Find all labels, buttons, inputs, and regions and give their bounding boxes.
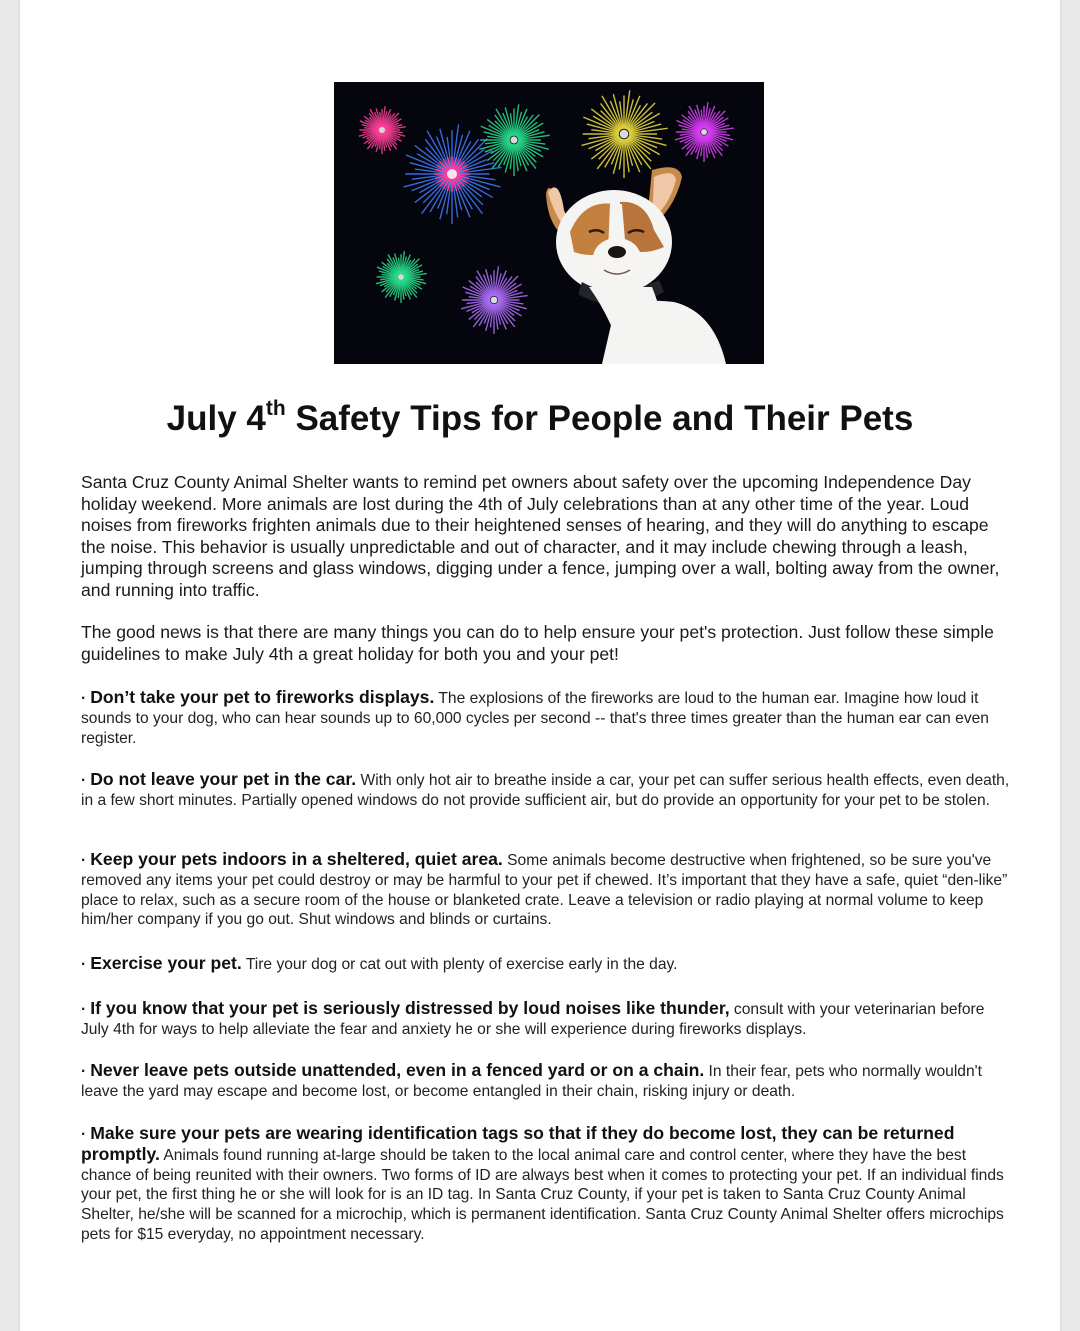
intro-paragraph: Santa Cruz County Animal Shelter wants to remind pet owners about safety over the upcoming Independence Day holiday weekend. More animals are lost during the 4th of July celebrations than at any other time of the year. Loud noises from fireworks frighten animals due to their heightened senses of hearing, and they will do anything to escape the noise. This behavior is usually unpredictable and out of character, and it may include chewing through a leash, jumping through screens and glass windows, digging under a fence, jumping over a wall, bolting away from the owner, and running into traffic. [81,472,1000,600]
document-page [20,0,1060,1331]
hero-image [334,82,764,364]
tip-heading: Never leave pets outside unattended, even in a fenced yard or on a chain. [90,1060,705,1080]
tip-item [81,770,1011,811]
tip-item [81,688,1011,748]
bullet-icon: · [81,772,87,789]
bullet-icon: · [81,956,87,973]
tip-heading: Make sure your pets are wearing identification tags so that if they do become lost, they can be returned promptly. [81,1123,955,1164]
tip-item [81,850,1011,930]
bullet-icon: · [81,852,87,869]
dog-fireworks-illustration [334,82,764,364]
tip-body: The explosions of the fireworks are loud to the human ear. Imagine how loud it sounds to your dog, who can hear sounds up to 60,000 cycles per second -- that's three times greater than the human ear can even register. [81,690,989,747]
tip-item [81,1061,1011,1102]
tip-heading: Do not leave your pet in the car. [90,769,357,789]
bullet-icon: · [81,1063,87,1080]
tip-heading: Don’t take your pet to fireworks displays. [90,687,435,707]
title-suffix: Safety Tips for People and Their Pets [285,399,914,438]
bullet-icon: · [81,1001,87,1018]
bullet-icon: · [81,1126,87,1143]
tip-body: Some animals become destructive when frightened, so be sure you've removed any items your pet could destroy or may be harmful to your pet if chewed. It’s important that they have a safe, quiet “den-like” place to relax, such as a secure room of the house or blanketed crate. Leave a television or radio playing at normal volume to keep him/her company if you go out. Shut windows and blinds or curtains. [81,852,1008,929]
tip-body: With only hot air to breathe inside a car, your pet can suffer serious health effects, even death, in a few short minutes. Partially opened windows do not provide sufficient air, but do provide an opportunity for your pet to be stolen. [81,772,1010,809]
page-title [20,398,1060,440]
tip-heading: Exercise your pet. [90,953,242,973]
tip-item [81,954,1011,975]
tip-heading: If you know that your pet is seriously distressed by loud noises like thunder, [90,998,730,1018]
tip-body: Animals found running at-large should be taken to the local animal care and control center, where they have the best chance of being reunited with their owners. Two forms of ID are always best when it comes to protecting your pet. If an individual finds your pet, the first thing he or she will look for is an ID tag. In Santa Cruz County, if your pet is taken to Santa Cruz County Animal Shelter, he/she will be scanned for a microchip, which is permanent identification. Santa Cruz County Animal Shelter offers microchips pets for $15 everyday, no appointment necessary. [81,1146,1004,1243]
tip-item [81,1124,1011,1245]
title-superscript: th [265,397,286,420]
bullet-icon: · [81,690,87,707]
tip-body: consult with your veterinarian before July 4th for ways to help alleviate the fear and anxiety he or she will experience during fireworks displays. [81,1001,985,1038]
tip-body: In their fear, pets who normally wouldn't leave the yard may escape and become lost, or become entangled in their chain, risking injury or death. [81,1063,982,1100]
tip-heading: Keep your pets indoors in a sheltered, quiet area. [90,849,503,869]
tip-item [81,999,1011,1040]
title-prefix: July 4 [166,399,266,438]
tip-body: Tire your dog or cat out with plenty of exercise early in the day. [241,956,678,973]
guidelines-paragraph: The good news is that there are many things you can do to help ensure your pet's protection. Just follow these simple guidelines to make July 4th a great holiday for both you and your pet! [81,622,994,664]
